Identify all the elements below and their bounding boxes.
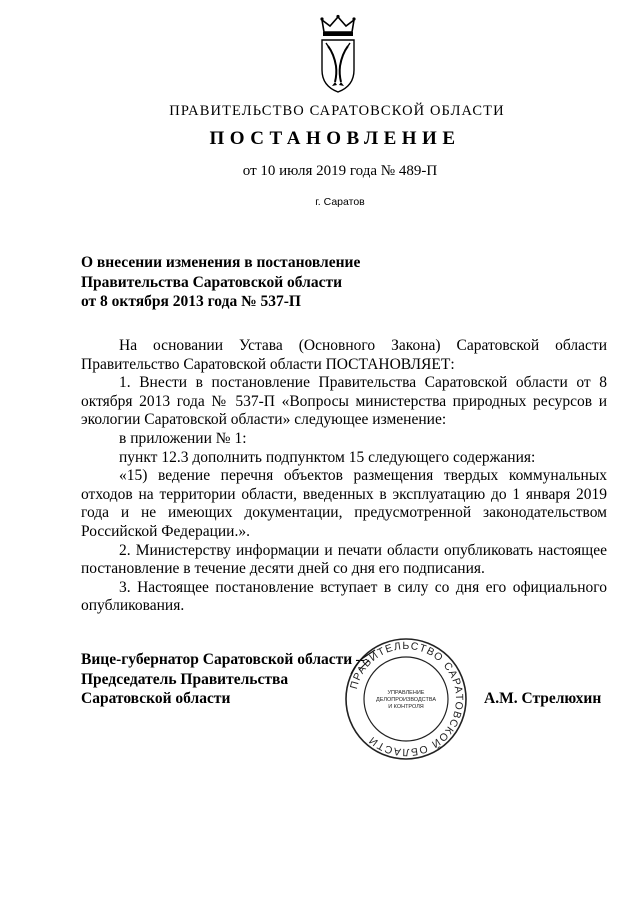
body-paragraph: в приложении № 1:	[119, 429, 247, 447]
body-paragraph: «15) ведение перечня объектов размещения твердых коммунальных отходов на территории области, введенных в эксплуатацию до 1 января 2019 года и не имеющих документации, предусмотренной законодательством Российской Федерации.».	[81, 467, 607, 540]
body-paragraph: пункт 12.3 дополнить подпунктом 15 следующего содержания:	[119, 448, 536, 466]
seal-inner-text: ДЕЛОПРОИЗВОДСТВА	[375, 697, 437, 703]
position-line: Вице-губернатор Саратовской области –	[81, 651, 364, 668]
signatory-position	[81, 650, 381, 709]
document-body	[81, 337, 607, 616]
position-line: Саратовской области	[81, 690, 231, 707]
document-city: г. Саратов	[315, 196, 365, 208]
handwritten-signature-icon	[349, 648, 379, 678]
coat-of-arms-icon	[314, 14, 362, 94]
subject-line: О внесении изменения в постановление	[81, 254, 361, 271]
body-paragraph: 1. Внести в постановление Правительства Саратовской области от 8 октября 2013 года № 537-П «Вопросы министерства природных ресурсов и экологии Саратовской области» следующее изменение:	[81, 374, 607, 429]
position-line: Председатель Правительства	[81, 670, 289, 688]
seal-inner-text: И КОНТРОЛЯ	[388, 704, 424, 710]
seal-outer-text: ПРАВИТЕЛЬСТВО САРАТОВСКОЙ ОБЛАСТИ	[348, 639, 466, 759]
signatory-name: А.М. Стрелюхин	[484, 690, 602, 707]
body-paragraph: На основании Устава (Основного Закона) Саратовской области Правительство Саратовской области ПОСТАНОВЛЯЕТ:	[81, 337, 607, 373]
document-subject	[81, 253, 441, 312]
seal-inner-text: УПРАВЛЕНИЕ	[387, 690, 425, 696]
body-paragraph: 2. Министерству информации и печати области опубликовать настоящее постановление в течение десяти дней со дня его подписания.	[81, 541, 607, 578]
subject-line: от 8 октября 2013 года № 537-П	[81, 293, 301, 310]
subject-line: Правительства Саратовской области	[81, 273, 342, 291]
document-type-title: ПОСТАНОВЛЕНИЕ	[209, 128, 461, 149]
body-paragraph: 3. Настоящее постановление вступает в силу со дня его официального опубликования.	[81, 578, 607, 615]
government-heading: ПРАВИТЕЛЬСТВО САРАТОВСКОЙ ОБЛАСТИ	[169, 103, 505, 119]
document-date-number: от 10 июля 2019 года № 489-П	[242, 163, 438, 179]
